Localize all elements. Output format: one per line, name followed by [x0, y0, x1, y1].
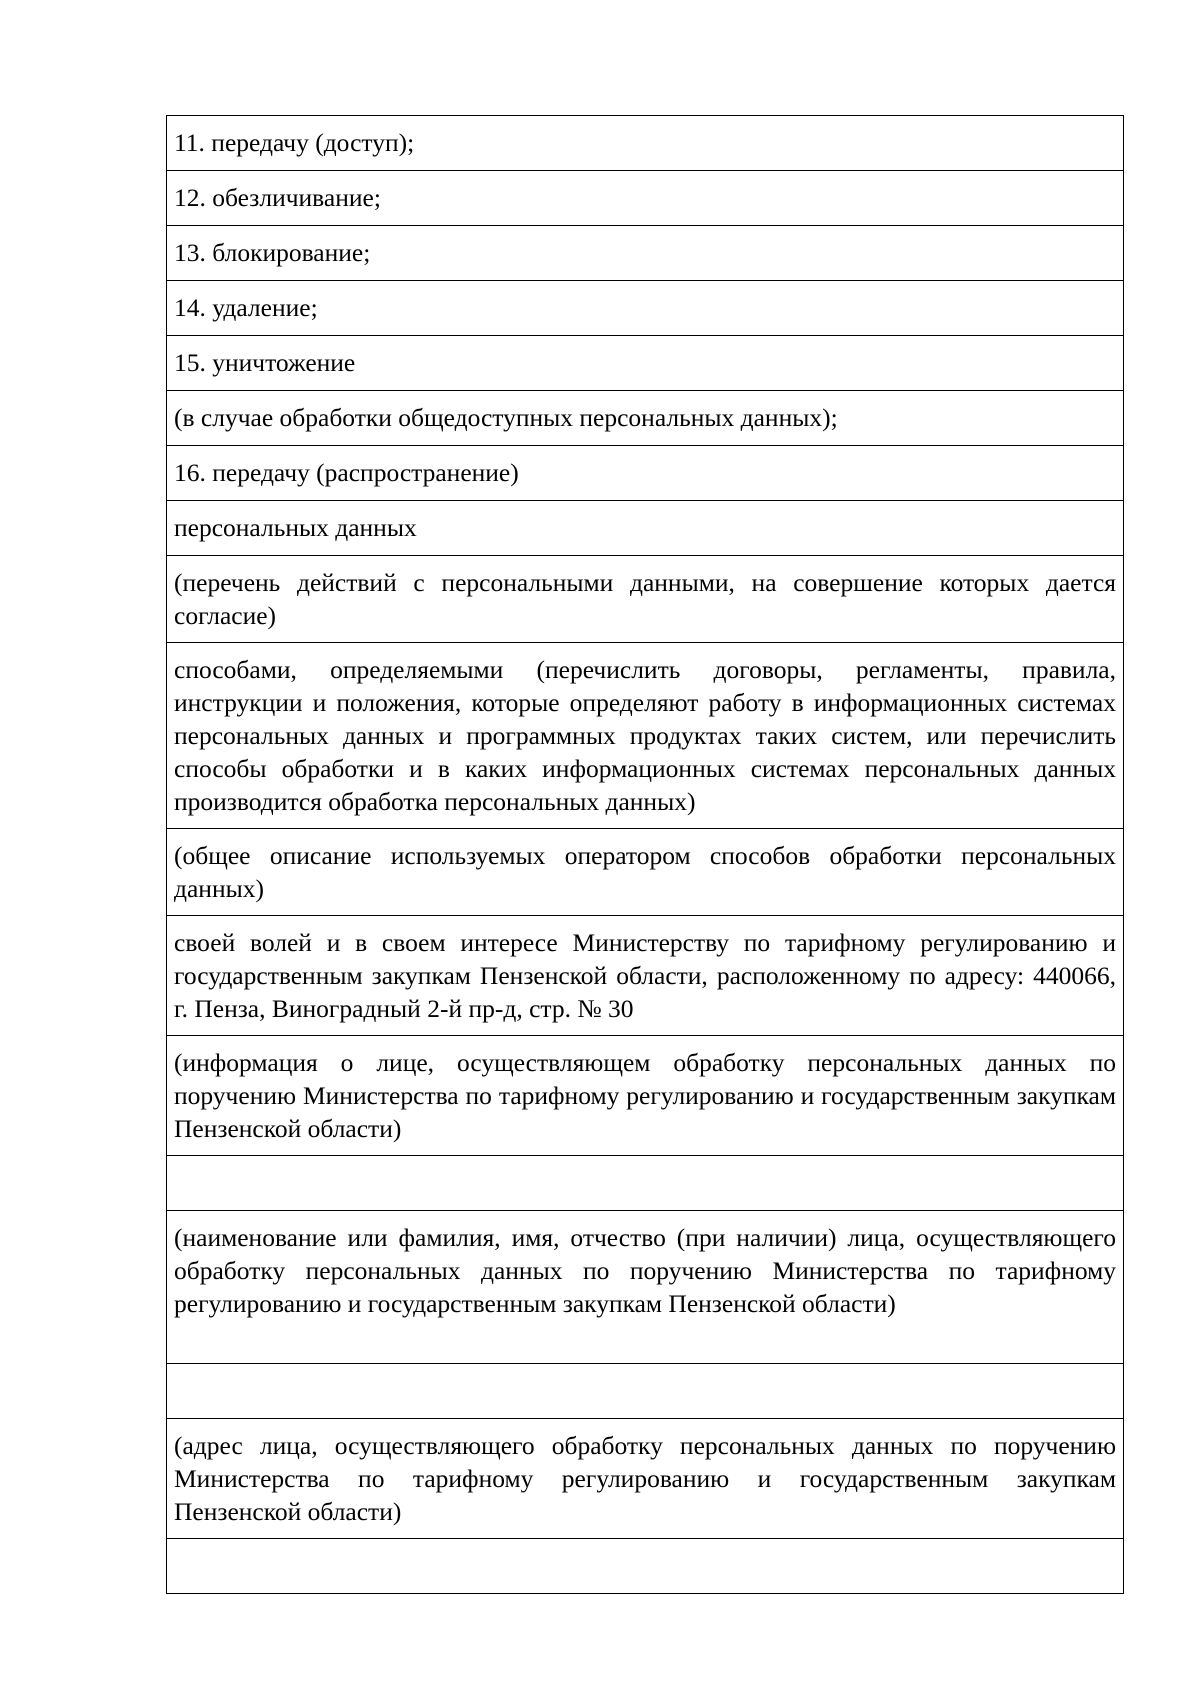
table-row: [167, 1156, 1124, 1211]
table-row: [167, 226, 1124, 281]
table-cell: [167, 1364, 1124, 1419]
cell-text: (информация о лице, осуществляющем обработку персональных данных по поручению Министерства по тарифному регулированию и государственным закупкам Пензенской области): [174, 1048, 1116, 1143]
cell-text: (общее описание используемых оператором способов обработки персональных данных): [174, 841, 1116, 903]
cell-text: [174, 1364, 1116, 1382]
cell-text: [174, 1539, 1116, 1557]
table-cell: [167, 1156, 1124, 1211]
cell-text: 12. обезличивание;: [174, 183, 381, 212]
table-cell: [167, 501, 1124, 556]
cell-text: 16. передачу (распространение): [174, 458, 519, 487]
table-row: [167, 1211, 1124, 1364]
table-row: [167, 916, 1124, 1036]
table-cell: [167, 829, 1124, 916]
table-cell: [167, 556, 1124, 643]
table-row: [167, 281, 1124, 336]
table-row: [167, 336, 1124, 391]
table-cell: [167, 916, 1124, 1036]
table-cell: [167, 116, 1124, 171]
table-cell: [167, 1211, 1124, 1364]
cell-text: своей волей и в своем интересе Министерству по тарифному регулированию и государственным закупкам Пензенской области, расположенному по адресу: 440066, г. Пенза, Виноградный 2-й пр-д, стр. № 30: [174, 928, 1116, 1023]
consent-table: [166, 115, 1124, 1594]
table-cell: [167, 336, 1124, 391]
cell-text: (перечень действий с персональными данными, на совершение которых дается согласие): [174, 568, 1116, 630]
cell-text: персональных данных: [174, 513, 417, 542]
table-cell: [167, 1419, 1124, 1539]
cell-text: 13. блокирование;: [174, 238, 371, 267]
cell-text: 15. уничтожение: [174, 348, 356, 377]
cell-text: (наименование или фамилия, имя, отчество (при наличии) лица, осуществляющего обработку персональных данных по поручению Министерства по тарифному регулированию и государственным закупкам Пензенской области): [174, 1223, 1116, 1318]
cell-text: 14. удаление;: [174, 293, 318, 322]
cell-text: способами, определяемыми (перечислить договоры, регламенты, правила, инструкции и положения, которые определяют работу в информационных системах персональных данных и программных продуктах таких систем, или перечислить способы обработки и в каких информационных системах персональных данных производится обработка персональных данных): [174, 655, 1116, 816]
table-row: [167, 556, 1124, 643]
table-cell: [167, 391, 1124, 446]
cell-text: (в случае обработки общедоступных персональных данных);: [174, 403, 838, 432]
table-row: [167, 643, 1124, 829]
table-cell: [167, 226, 1124, 281]
table-row: [167, 829, 1124, 916]
cell-text: (адрес лица, осуществляющего обработку персональных данных по поручению Министерства по тарифному регулированию и государственным закупкам Пензенской области): [174, 1431, 1116, 1526]
cell-text: 11. передачу (доступ);: [174, 128, 415, 157]
table-row: [167, 391, 1124, 446]
table-row: [167, 116, 1124, 171]
table-row: [167, 171, 1124, 226]
table-cell: [167, 643, 1124, 829]
table-row: [167, 501, 1124, 556]
table-row: [167, 446, 1124, 501]
table-row: [167, 1419, 1124, 1539]
table-row: [167, 1036, 1124, 1156]
table-cell: [167, 171, 1124, 226]
table-row: [167, 1539, 1124, 1594]
table-row: [167, 1364, 1124, 1419]
cell-text: [174, 1156, 1116, 1174]
table-cell: [167, 446, 1124, 501]
table-cell: [167, 1036, 1124, 1156]
table-cell: [167, 1539, 1124, 1594]
table-cell: [167, 281, 1124, 336]
